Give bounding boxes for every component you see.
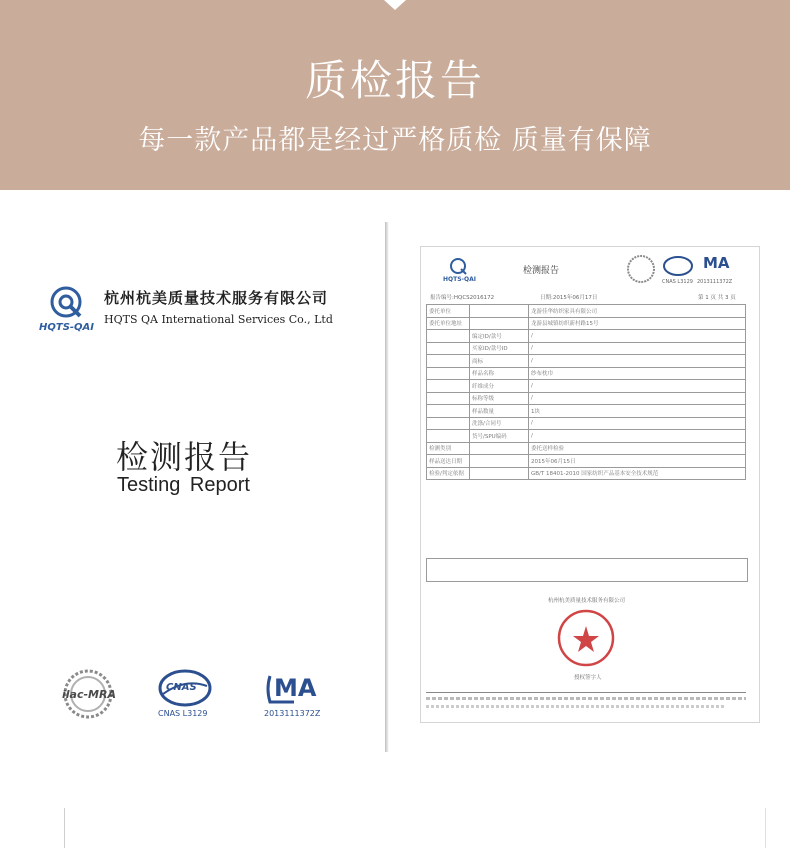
table-row <box>427 355 746 368</box>
table-cell <box>470 467 529 480</box>
table-cell: / <box>529 417 746 430</box>
report-title-cn: 检测报告 <box>116 438 253 476</box>
report-page: 第 1 页 共 3 页 <box>698 295 736 301</box>
footer-line <box>426 692 746 693</box>
company-name-en: HQTS QA International Services Co., Ltd <box>104 313 333 326</box>
table-cell: 买家ID/款号ID <box>470 342 529 355</box>
table-cell: 样品名称 <box>470 367 529 380</box>
table-row <box>427 305 746 318</box>
table-cell: 委托单位 <box>427 305 470 318</box>
footer-fine-print-2 <box>426 705 726 708</box>
table-cell: 洗涤/合同号 <box>470 417 529 430</box>
table-row <box>427 430 746 443</box>
cma-code: 2013111372Z <box>264 709 321 718</box>
report-title-en: Testing Report <box>117 474 250 496</box>
table-cell: 委托单位地址 <box>427 317 470 330</box>
right-report-title: 检测报告 <box>523 266 560 276</box>
next-document-edge <box>64 808 766 848</box>
table-cell <box>427 330 470 343</box>
cnas-code: CNAS L3129 <box>158 709 208 718</box>
cma-label: MA <box>274 674 317 702</box>
page-shadow <box>385 222 389 752</box>
table-row <box>427 442 746 455</box>
remarks-box <box>426 558 748 582</box>
table-row <box>427 417 746 430</box>
table-cell <box>470 305 529 318</box>
table-row <box>427 380 746 393</box>
report-table <box>426 304 746 480</box>
left-logo-label: HQTS-QAI <box>39 322 95 333</box>
table-cell: GB/T 18401-2010 国家纺织产品基本安全技术规范 <box>529 467 746 480</box>
table-cell: / <box>529 392 746 405</box>
table-cell <box>427 342 470 355</box>
right-logo-label: HQTS-QAI <box>443 276 477 283</box>
table-cell: / <box>529 330 746 343</box>
table-cell: 委托送样检验 <box>529 442 746 455</box>
ilac-mra-label: ilac-MRA <box>62 688 116 701</box>
table-cell: 1块 <box>529 405 746 418</box>
report-number: 报告编号:HQCS2016172 <box>430 295 495 301</box>
table-cell: 样品送达日期 <box>427 455 470 468</box>
table-cell: / <box>529 380 746 393</box>
table-row <box>427 330 746 343</box>
table-cell <box>427 380 470 393</box>
table-cell: 2015年06月15日 <box>529 455 746 468</box>
table-cell: 龙游佳华纺织家具有限公司 <box>529 305 746 318</box>
table-cell: 标称等级 <box>470 392 529 405</box>
table-cell: 纤维成分 <box>470 380 529 393</box>
table-cell <box>470 455 529 468</box>
ilac-small-icon <box>626 254 656 284</box>
table-cell: 样品数量 <box>470 405 529 418</box>
table-cell <box>427 367 470 380</box>
table-cell: / <box>529 430 746 443</box>
table-cell: 货号/SPU编码 <box>470 430 529 443</box>
table-cell <box>427 392 470 405</box>
table-cell: 龙游县城镇纺织新村路15号 <box>529 317 746 330</box>
table-cell <box>427 405 470 418</box>
table-row <box>427 367 746 380</box>
company-name-cn: 杭州杭美质量技术服务有限公司 <box>104 289 329 307</box>
table-cell: / <box>529 342 746 355</box>
table-row <box>427 392 746 405</box>
table-cell <box>427 430 470 443</box>
report-date: 日期:2015年06月17日 <box>540 295 598 301</box>
authorized-signature-label: 授权签字人 <box>574 675 602 681</box>
footer-fine-print-1 <box>426 697 746 700</box>
company-stamp-icon <box>556 608 616 668</box>
cnas-label: CNAS <box>166 682 197 693</box>
banner-subtitle: 每一款产品都是经过严格质检 质量有保障 <box>138 125 652 156</box>
table-row <box>427 317 746 330</box>
table-cell <box>470 442 529 455</box>
table-cell: 编定ID/款号 <box>470 330 529 343</box>
table-cell: / <box>529 355 746 368</box>
table-cell: 纱布枕巾 <box>529 367 746 380</box>
table-row <box>427 455 746 468</box>
header-banner <box>0 0 790 190</box>
table-cell: 商标 <box>470 355 529 368</box>
table-cell <box>427 355 470 368</box>
table-cell <box>427 417 470 430</box>
table-row <box>427 342 746 355</box>
table-row <box>427 467 746 480</box>
table-row <box>427 405 746 418</box>
table-cell: 检测类别 <box>427 442 470 455</box>
table-cell: 检验/判定依据 <box>427 467 470 480</box>
right-cnas-code: CNAS L3129 <box>662 279 693 285</box>
right-ma-code: 2013111372Z <box>697 279 733 285</box>
banner-title: 质检报告 <box>304 56 485 105</box>
company-footer: 杭州杭美质量技术服务有限公司 <box>548 598 626 604</box>
table-cell <box>470 317 529 330</box>
right-ma-label: MA <box>703 254 730 272</box>
banner-notch <box>384 0 406 10</box>
cnas-small-icon <box>662 255 694 277</box>
